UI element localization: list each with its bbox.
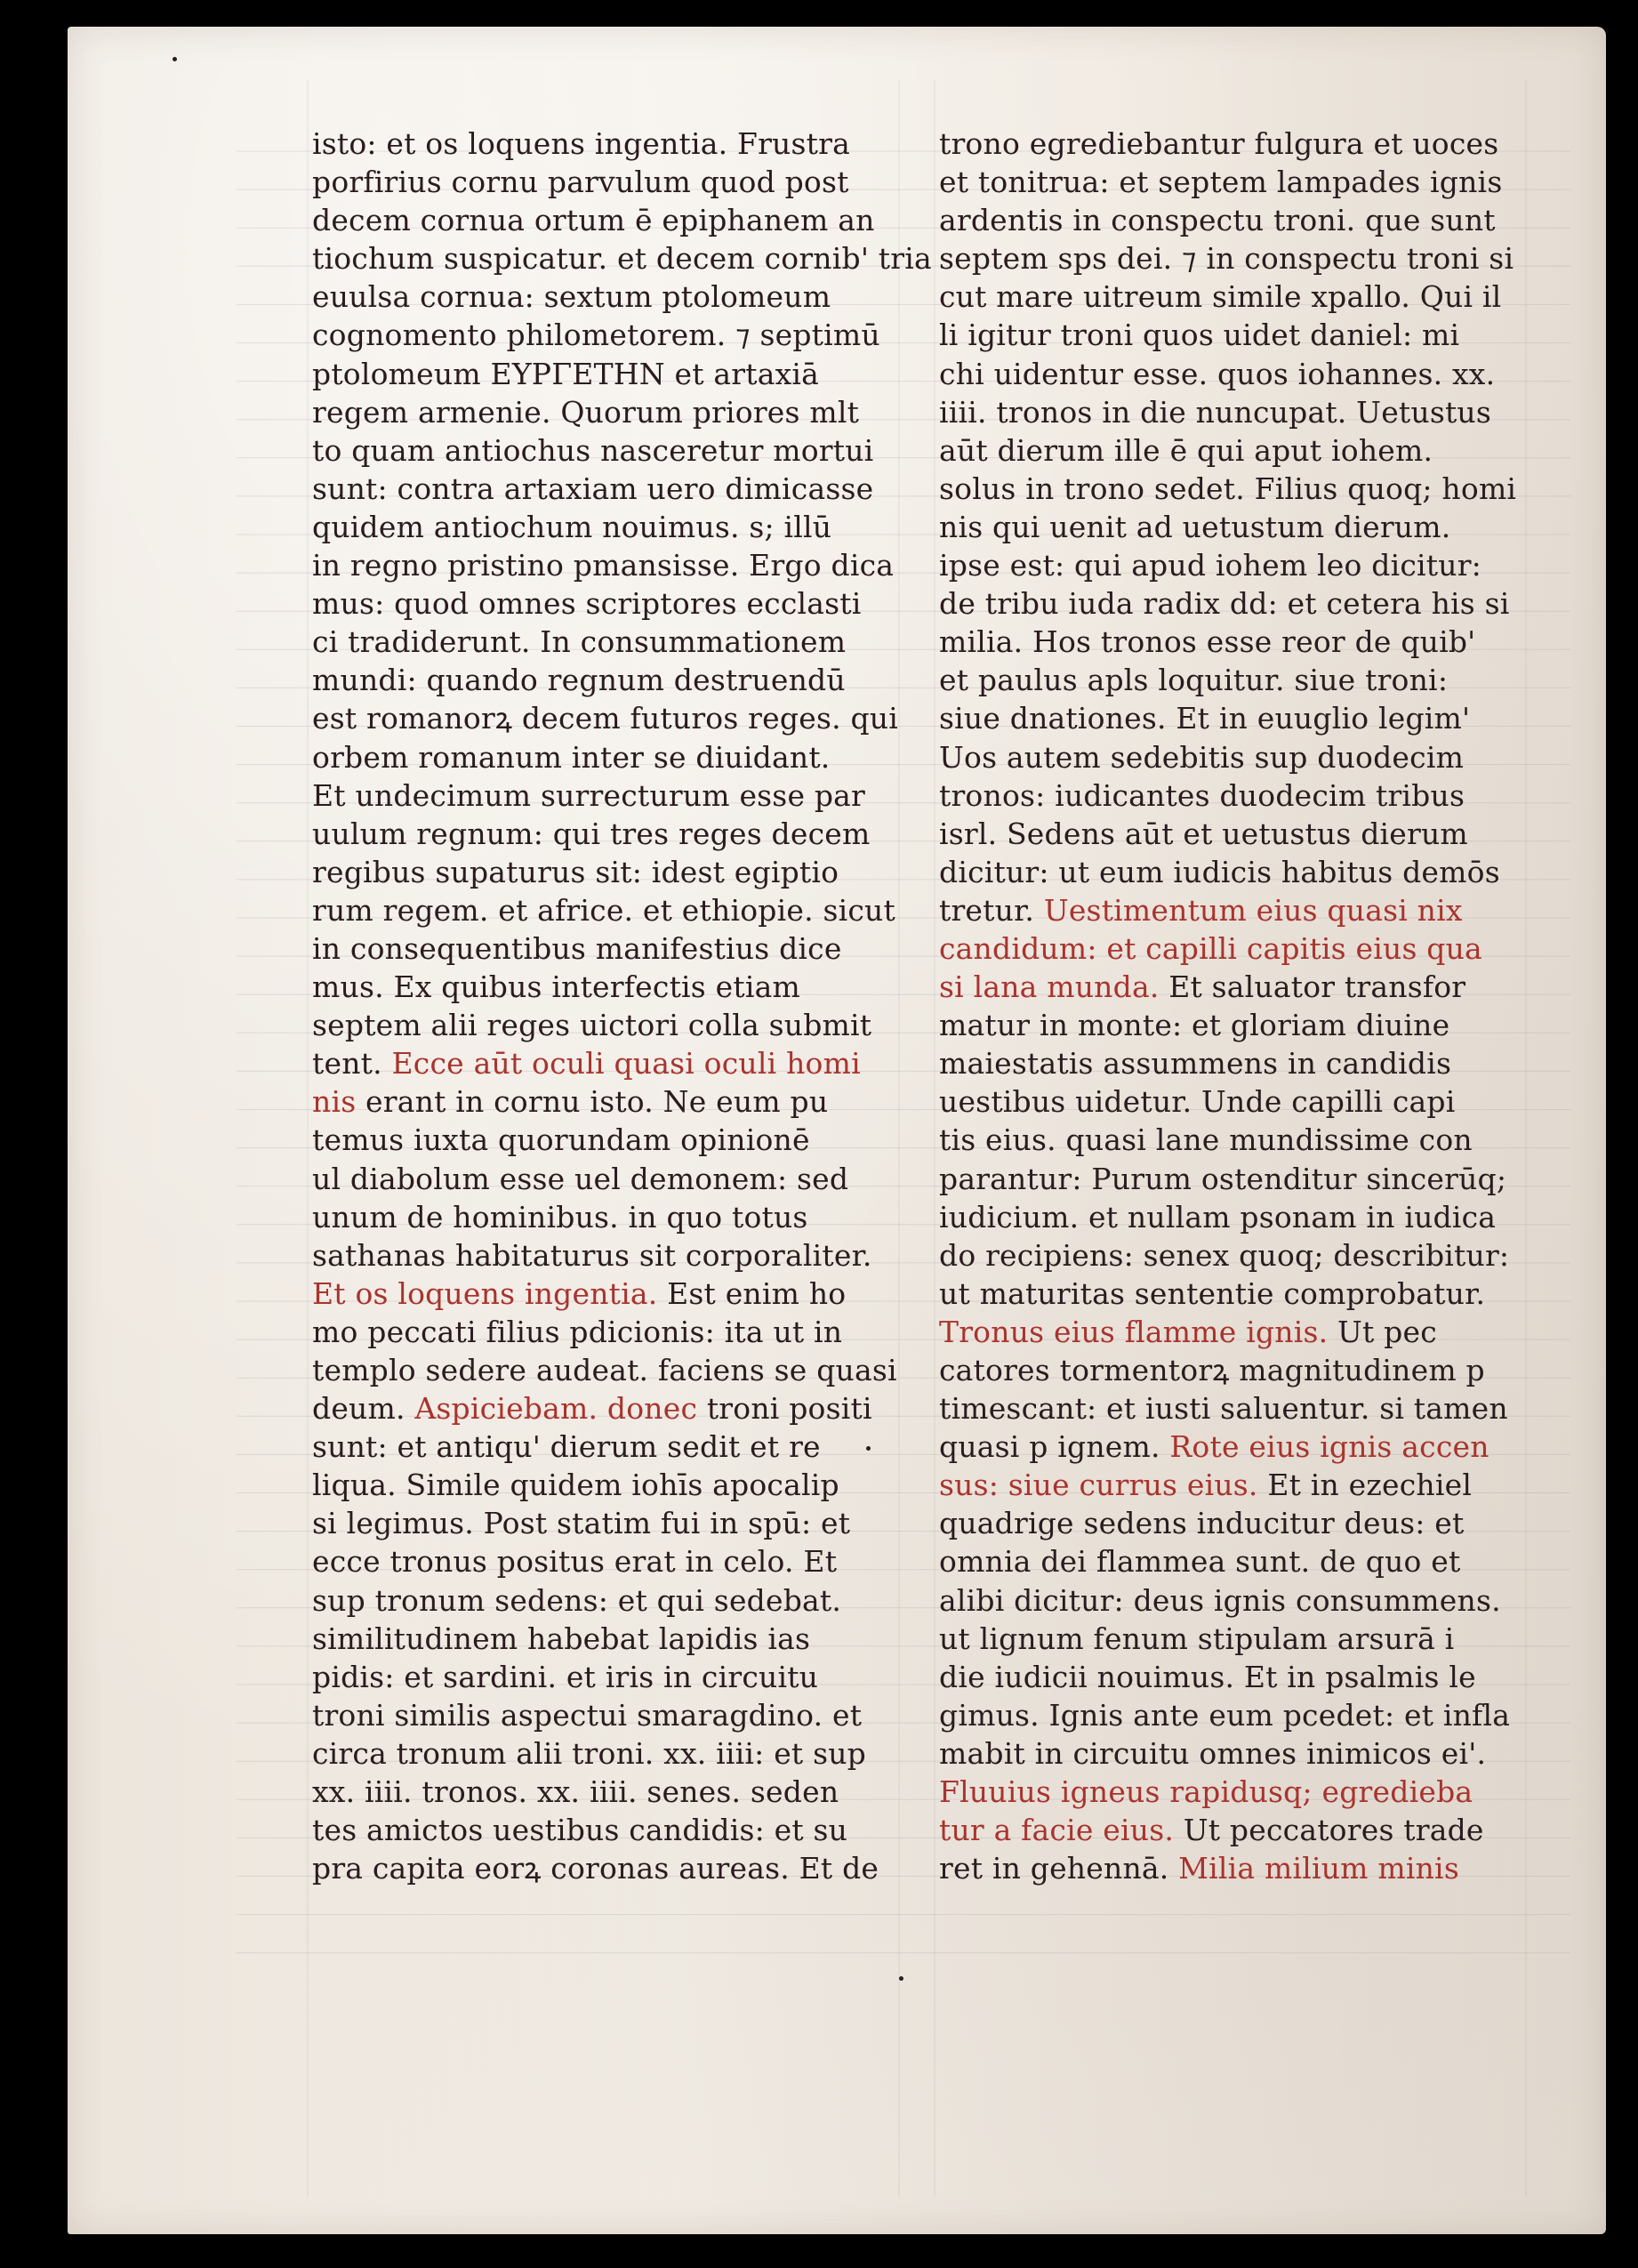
text-segment: si legimus. Post statim fui in spū: et <box>312 1506 851 1541</box>
manuscript-line <box>939 1466 1526 1504</box>
text-segment: ut maturitas sententie comprobatur. <box>939 1275 1486 1311</box>
manuscript-line <box>939 776 1526 815</box>
text-segment: matur in monte: et gloriam diuine <box>939 1008 1450 1043</box>
manuscript-line <box>312 393 899 431</box>
manuscript-line <box>939 1734 1526 1773</box>
text-segment: cut mare uitreum simile xpallo. Qui il <box>939 279 1502 315</box>
text-segment: decem cornua ortum ē epiphanem an <box>312 203 875 238</box>
manuscript-line <box>312 815 899 853</box>
manuscript-line <box>939 929 1526 968</box>
manuscript-line <box>939 1313 1526 1351</box>
manuscript-line <box>939 239 1526 277</box>
manuscript-line <box>939 1082 1526 1121</box>
manuscript-line <box>939 1044 1526 1082</box>
manuscript-line <box>939 853 1526 891</box>
manuscript-line <box>312 1313 899 1351</box>
manuscript-line <box>312 1811 899 1849</box>
manuscript-line <box>312 1542 899 1580</box>
text-segment: septem alii reges uictori colla submit <box>312 1008 872 1043</box>
manuscript-line <box>939 355 1526 393</box>
manuscript-line <box>312 431 899 470</box>
text-segment: mo peccati filius pdicionis: ita ut in <box>312 1314 843 1349</box>
manuscript-line <box>312 125 899 163</box>
text-segment: iiii. tronos in die nuncupat. Uetustus <box>939 394 1492 430</box>
text-segment: mus. Ex quibus interfectis etiam <box>312 969 800 1005</box>
rubric-text: Fluuius igneus rapidusq; egredieba <box>939 1774 1473 1810</box>
text-segment: Et saluator transfor <box>1159 969 1466 1005</box>
manuscript-line <box>939 699 1526 737</box>
text-segment: sathanas habitaturus sit corporaliter. <box>312 1237 872 1273</box>
rubric-text: Et os loquens ingentia. <box>312 1275 658 1311</box>
rubric-text: sus: siue currus eius. <box>939 1468 1258 1503</box>
manuscript-line <box>312 1581 899 1620</box>
text-segment: templo sedere audeat. faciens se quasi <box>312 1353 897 1387</box>
manuscript-line <box>312 316 899 354</box>
manuscript-folio <box>68 27 1606 2234</box>
manuscript-line <box>939 738 1526 776</box>
text-segment: in consequentibus manifestius dice <box>312 930 842 966</box>
rubric-text: candidum: et capilli capitis eius qua <box>939 930 1482 966</box>
rubric-text: Aspiciebam. donec <box>414 1391 698 1427</box>
right-text-column <box>939 125 1526 1887</box>
manuscript-line <box>939 1811 1526 1849</box>
text-segment: gimus. Ignis ante eum pcedet: et infla <box>939 1697 1511 1733</box>
manuscript-line <box>939 1620 1526 1658</box>
text-segment: pidis: et sardini. et iris in circuitu <box>312 1659 819 1694</box>
manuscript-line <box>939 584 1526 623</box>
text-segment: unum de hominibus. in quo totus <box>312 1199 808 1235</box>
text-segment: ut lignum fenum stipulam arsurā i <box>939 1621 1455 1656</box>
manuscript-line <box>939 393 1526 431</box>
text-segment: omnia dei flammea sunt. de quo et <box>939 1544 1461 1580</box>
text-segment: troni positi <box>697 1391 872 1427</box>
manuscript-line <box>312 1160 899 1198</box>
text-segment: aūt dierum ille ē qui aput iohem. <box>939 432 1433 468</box>
text-segment: Est enim ho <box>657 1275 847 1311</box>
text-segment: chi uidentur esse. quos iohannes. xx. <box>939 356 1496 391</box>
manuscript-line <box>939 201 1526 239</box>
text-segment: Ut peccatores trade <box>1174 1813 1484 1848</box>
text-segment: ecce tronus positus erat in celo. Et <box>312 1544 838 1580</box>
manuscript-line <box>312 776 899 815</box>
text-segment: ci tradiderunt. In consummationem <box>312 624 847 660</box>
text-segment: to quam antiochus nasceretur mortui <box>312 432 874 468</box>
manuscript-line <box>312 1466 899 1504</box>
manuscript-line <box>312 738 899 776</box>
text-segment: rum regem. et africe. et ethiopie. sicut <box>312 892 895 928</box>
text-segment: tretur. <box>939 892 1044 928</box>
manuscript-line <box>939 316 1526 354</box>
manuscript-line <box>939 623 1526 661</box>
text-segment: die iudicii nouimus. Et in psalmis le <box>939 1659 1476 1694</box>
pinprick-mark <box>173 57 177 61</box>
text-segment: milia. Hos tronos esse reor de quib' <box>939 624 1476 660</box>
text-segment: sunt: et antiqu' dierum sedit et re <box>312 1429 821 1465</box>
manuscript-line <box>939 968 1526 1006</box>
text-segment: alibi dicitur: deus ignis consummens. <box>939 1582 1501 1618</box>
text-segment: do recipiens: senex quoq; describitur: <box>939 1237 1510 1273</box>
rubric-text: Tronus eius flamme ignis. <box>939 1314 1329 1349</box>
text-segment: sup tronum sedens: et qui sedebat. <box>312 1582 842 1618</box>
text-segment: pra capita eorꝝ coronas aureas. Et de <box>312 1851 879 1886</box>
manuscript-line <box>312 699 899 737</box>
manuscript-line <box>312 584 899 623</box>
manuscript-line <box>939 1428 1526 1466</box>
text-segment: troni similis aspectui smaragdino. et <box>312 1697 863 1733</box>
manuscript-line <box>939 815 1526 853</box>
manuscript-line <box>312 277 899 316</box>
manuscript-line <box>312 1734 899 1773</box>
text-segment: iudicium. et nullam psonam in iudica <box>939 1199 1497 1235</box>
manuscript-line <box>312 1849 899 1887</box>
text-segment: ptolomeum ΕΥΡΓΕΤΗΝ et artaxiā <box>312 356 820 391</box>
manuscript-line <box>939 470 1526 508</box>
manuscript-line <box>939 1504 1526 1542</box>
manuscript-line <box>312 1773 899 1811</box>
text-segment: deum. <box>312 1391 415 1427</box>
text-segment: orbem romanum inter se diuidant. <box>312 739 831 775</box>
text-segment: liqua. Simile quidem iohīs apocalip <box>312 1468 839 1503</box>
text-segment: isrl. Sedens aūt et uetustus dierum <box>939 816 1468 851</box>
text-segment: ardentis in conspectu troni. que sunt <box>939 203 1496 238</box>
manuscript-line <box>939 1581 1526 1620</box>
text-segment: solus in trono sedet. Filius quoq; homi <box>939 470 1517 506</box>
text-segment: tis eius. quasi lane mundissime con <box>939 1122 1473 1158</box>
text-segment: Et undecimum surrecturum esse par <box>312 777 866 813</box>
text-segment: septem sps dei. ⁊ in conspectu troni si <box>939 241 1514 277</box>
text-segment: quadrige sedens inducitur deus: et <box>939 1506 1465 1541</box>
text-segment: xx. iiii. tronos. xx. iiii. senes. seden <box>312 1774 839 1810</box>
manuscript-line <box>312 1044 899 1082</box>
manuscript-line <box>939 1658 1526 1696</box>
manuscript-line <box>312 1121 899 1159</box>
manuscript-line <box>939 1542 1526 1580</box>
manuscript-line <box>312 1236 899 1275</box>
pinprick-mark <box>899 1976 903 1981</box>
manuscript-line <box>939 1121 1526 1159</box>
text-segment: et paulus apls loquitur. siue troni: <box>939 663 1449 698</box>
manuscript-line <box>312 1389 899 1428</box>
manuscript-line <box>939 1849 1526 1887</box>
text-segment: erant in cornu isto. Ne eum pu <box>356 1084 829 1120</box>
manuscript-line <box>312 1275 899 1313</box>
text-segment: est romanorꝝ decem futuros reges. qui <box>312 701 898 736</box>
text-segment: trono egrediebantur fulgura et uoces <box>939 126 1499 161</box>
text-segment: regibus supaturus sit: idest egiptio <box>312 854 839 889</box>
text-segment: li igitur troni quos uidet daniel: mi <box>939 318 1460 353</box>
text-segment: regem armenie. Quorum priores mlt <box>312 394 860 430</box>
text-segment: nis qui uenit ad uetustum dierum. <box>939 509 1451 544</box>
manuscript-line <box>939 508 1526 546</box>
text-segment: porfirius cornu parvulum quod post <box>312 165 849 200</box>
rubric-text: nis <box>312 1084 357 1120</box>
text-segment: mabit in circuitu omnes inimicos ei'. <box>939 1735 1487 1771</box>
text-segment: isto: et os loquens ingentia. Frustra <box>312 126 850 161</box>
text-segment: Uos autem sedebitis sup duodecim <box>939 739 1465 775</box>
manuscript-line <box>312 1198 899 1236</box>
manuscript-line <box>312 1082 899 1121</box>
manuscript-line <box>939 125 1526 163</box>
text-segment: quidem antiochum nouimus. s; illū <box>312 509 832 544</box>
manuscript-line <box>312 1428 899 1466</box>
manuscript-line <box>312 355 899 393</box>
text-segment: tronos: iudicantes duodecim tribus <box>939 777 1465 813</box>
manuscript-line <box>312 1696 899 1734</box>
text-segment: Et in ezechiel <box>1257 1468 1473 1503</box>
manuscript-line <box>312 470 899 508</box>
text-segment: ipse est: qui apud iohem leo dicitur: <box>939 548 1482 583</box>
text-segment: mus: quod omnes scriptores ecclasti <box>312 586 862 622</box>
text-segment: quasi p ignem. <box>939 1429 1170 1465</box>
text-segment: catores tormentorꝝ magnitudinem p <box>939 1353 1485 1387</box>
manuscript-line <box>939 163 1526 201</box>
text-segment: ul diabolum esse uel demonem: sed <box>312 1161 849 1196</box>
text-segment: tiochum suspicatur. et decem cornib' tria <box>312 241 932 277</box>
text-segment: uulum regnum: qui tres reges decem <box>312 816 871 851</box>
manuscript-line <box>312 853 899 891</box>
text-segment: circa tronum alii troni. xx. iiii: et sup <box>312 1735 866 1771</box>
manuscript-line <box>939 891 1526 929</box>
text-segment: parantur: Purum ostenditur sincerūq; <box>939 1161 1507 1196</box>
text-segment: Ut pec <box>1328 1314 1437 1349</box>
text-segment: dicitur: ut eum iudicis habitus demōs <box>939 854 1500 889</box>
manuscript-line <box>939 1389 1526 1428</box>
rubric-text: tur a facie eius. <box>939 1813 1175 1848</box>
rubric-text: Milia milium minis <box>1178 1851 1459 1886</box>
text-segment: tent. <box>312 1046 392 1082</box>
text-segment: siue dnationes. Et in euuglio legim' <box>939 701 1471 736</box>
manuscript-line <box>939 1236 1526 1275</box>
text-segment: tes amictos uestibus candidis: et su <box>312 1813 848 1848</box>
manuscript-line <box>939 546 1526 584</box>
manuscript-line <box>939 277 1526 316</box>
manuscript-line <box>312 239 932 277</box>
text-segment: de tribu iuda radix dd: et cetera his si <box>939 586 1510 622</box>
manuscript-line <box>312 929 899 968</box>
text-segment: ret in gehennā. <box>939 1851 1179 1886</box>
text-segment: cognomento philometorem. ⁊ septimū <box>312 318 880 353</box>
manuscript-line <box>312 968 899 1006</box>
manuscript-line <box>939 1275 1526 1313</box>
manuscript-line <box>312 661 899 699</box>
text-segment: similitudinem habebat lapidis ias <box>312 1621 811 1656</box>
rubric-text: Uestimentum eius quasi nix <box>1043 892 1463 928</box>
manuscript-line <box>939 1198 1526 1236</box>
manuscript-line <box>312 891 899 929</box>
manuscript-line <box>939 661 1526 699</box>
manuscript-line <box>312 1006 899 1044</box>
text-segment: euulsa cornua: sextum ptolomeum <box>312 279 831 315</box>
text-segment: timescant: et iusti saluentur. si tamen <box>939 1391 1508 1427</box>
rubric-text: si lana munda. <box>939 969 1160 1005</box>
text-segment: maiestatis assummens in candidis <box>939 1046 1452 1082</box>
text-segment: sunt: contra artaxiam uero dimicasse <box>312 470 874 506</box>
left-text-column <box>312 125 932 1887</box>
rubric-text: Ecce aūt oculi quasi oculi homi <box>391 1046 861 1082</box>
manuscript-line <box>312 163 899 201</box>
manuscript-line <box>312 546 899 584</box>
text-segment: temus iuxta quorundam opinionē <box>312 1122 810 1158</box>
manuscript-line <box>939 1696 1526 1734</box>
text-segment: in regno pristino pmansisse. Ergo dica <box>312 548 895 583</box>
manuscript-line <box>939 1773 1526 1811</box>
manuscript-line <box>312 1658 899 1696</box>
rubric-text: Rote eius ignis accen <box>1169 1429 1489 1465</box>
manuscript-line <box>312 1620 899 1658</box>
manuscript-line <box>312 508 899 546</box>
manuscript-line <box>312 201 899 239</box>
text-segment: uestibus uidetur. Unde capilli capi <box>939 1084 1456 1120</box>
manuscript-line <box>312 1504 899 1542</box>
manuscript-line <box>939 1351 1526 1389</box>
text-segment: et tonitrua: et septem lampades ignis <box>939 165 1503 200</box>
manuscript-line <box>939 431 1526 470</box>
manuscript-line <box>312 623 899 661</box>
manuscript-line <box>939 1160 1526 1198</box>
manuscript-line <box>312 1351 899 1389</box>
manuscript-line <box>939 1006 1526 1044</box>
text-segment: mundi: quando regnum destruendū <box>312 663 846 698</box>
